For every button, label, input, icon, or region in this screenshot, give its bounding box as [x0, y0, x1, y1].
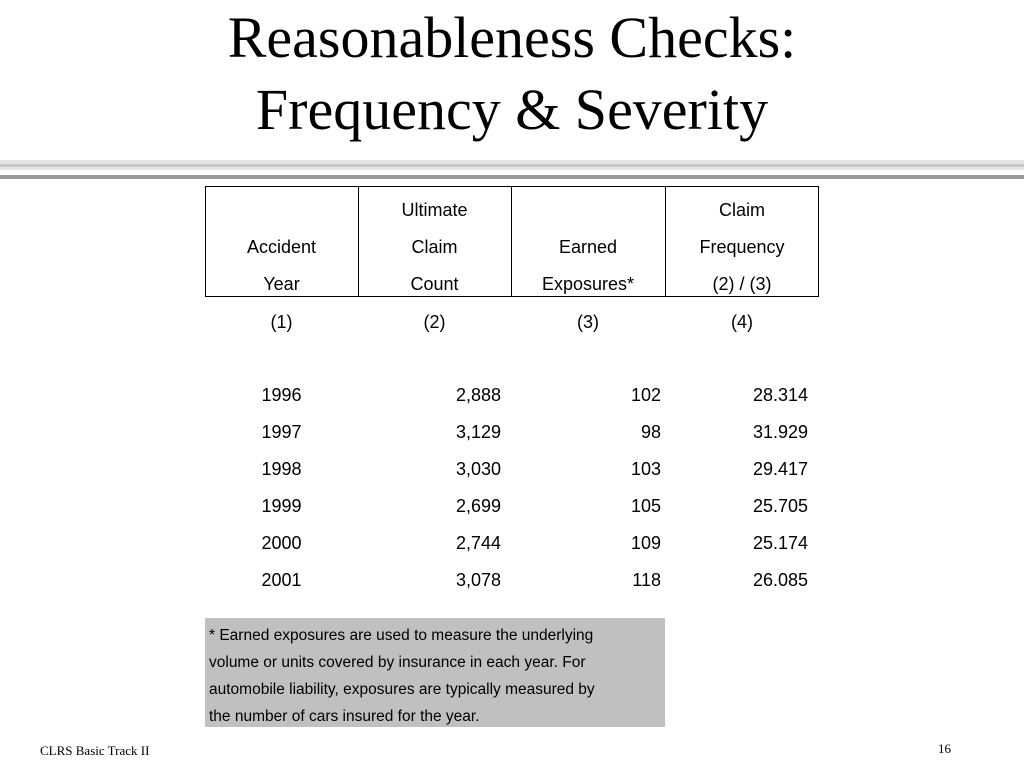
footnote-line: volume or units covered by insurance in each year. For	[209, 654, 586, 671]
column-number: (4)	[731, 312, 753, 332]
cell-exposures: 102	[630, 385, 661, 405]
cell-exposures: 105	[630, 496, 661, 516]
header-exposures: Exposures*	[541, 274, 635, 294]
cell-claims: 3,030	[455, 459, 501, 479]
cell-exposures: 118	[632, 570, 661, 590]
cell-frequency: 31.929	[752, 422, 808, 442]
header-frequency: Frequency	[699, 237, 785, 257]
title-line-2: Frequency & Severity	[255, 77, 769, 142]
cell-frequency: 25.174	[752, 533, 808, 553]
header-year: Year	[263, 274, 300, 294]
slide-title	[0, 2, 1024, 146]
footnote-line: automobile liability, exposures are typically measured by	[209, 681, 595, 698]
footnote-line: * Earned exposures are used to measure the underlying	[209, 627, 594, 644]
title-divider	[0, 175, 1024, 179]
page-number: 16	[938, 741, 951, 756]
cell-frequency: 26.085	[752, 570, 808, 590]
header-count: Count	[410, 274, 459, 294]
column-number: (3)	[577, 312, 599, 332]
cell-exposures: 98	[640, 422, 661, 442]
cell-exposures: 109	[630, 533, 661, 553]
cell-claims: 3,078	[455, 570, 501, 590]
header-claim-frequency: Claim	[718, 200, 765, 220]
cell-year: 1996	[261, 385, 302, 405]
column-number: (2)	[423, 312, 446, 332]
column-number: (1)	[270, 312, 293, 332]
title-line-1: Reasonableness Checks:	[227, 5, 797, 70]
cell-exposures: 103	[630, 459, 661, 479]
cell-frequency: 29.417	[752, 459, 808, 479]
footer-course-name: CLRS Basic Track II	[40, 743, 150, 758]
cell-claims: 2,744	[455, 533, 501, 553]
cell-frequency: 28.314	[752, 385, 808, 405]
cell-frequency: 25.705	[752, 496, 808, 516]
cell-year: 1999	[261, 496, 302, 516]
cell-claims: 2,888	[455, 385, 501, 405]
cell-year: 1998	[261, 459, 302, 479]
cell-claims: 2,699	[455, 496, 501, 516]
header-earned: Earned	[558, 237, 618, 257]
cell-year: 1997	[261, 422, 302, 442]
cell-year: 2000	[261, 533, 302, 553]
cell-year: 2001	[261, 570, 302, 590]
footnote-line: the number of cars insured for the year.	[209, 708, 480, 725]
header-claim: Claim	[411, 237, 458, 257]
header-accident: Accident	[246, 237, 317, 257]
header-ultimate: Ultimate	[401, 200, 468, 220]
cell-claims: 3,129	[455, 422, 501, 442]
exposure-footnote	[205, 618, 665, 727]
title-divider	[0, 167, 1024, 170]
header-formula: (2) / (3)	[712, 274, 772, 294]
